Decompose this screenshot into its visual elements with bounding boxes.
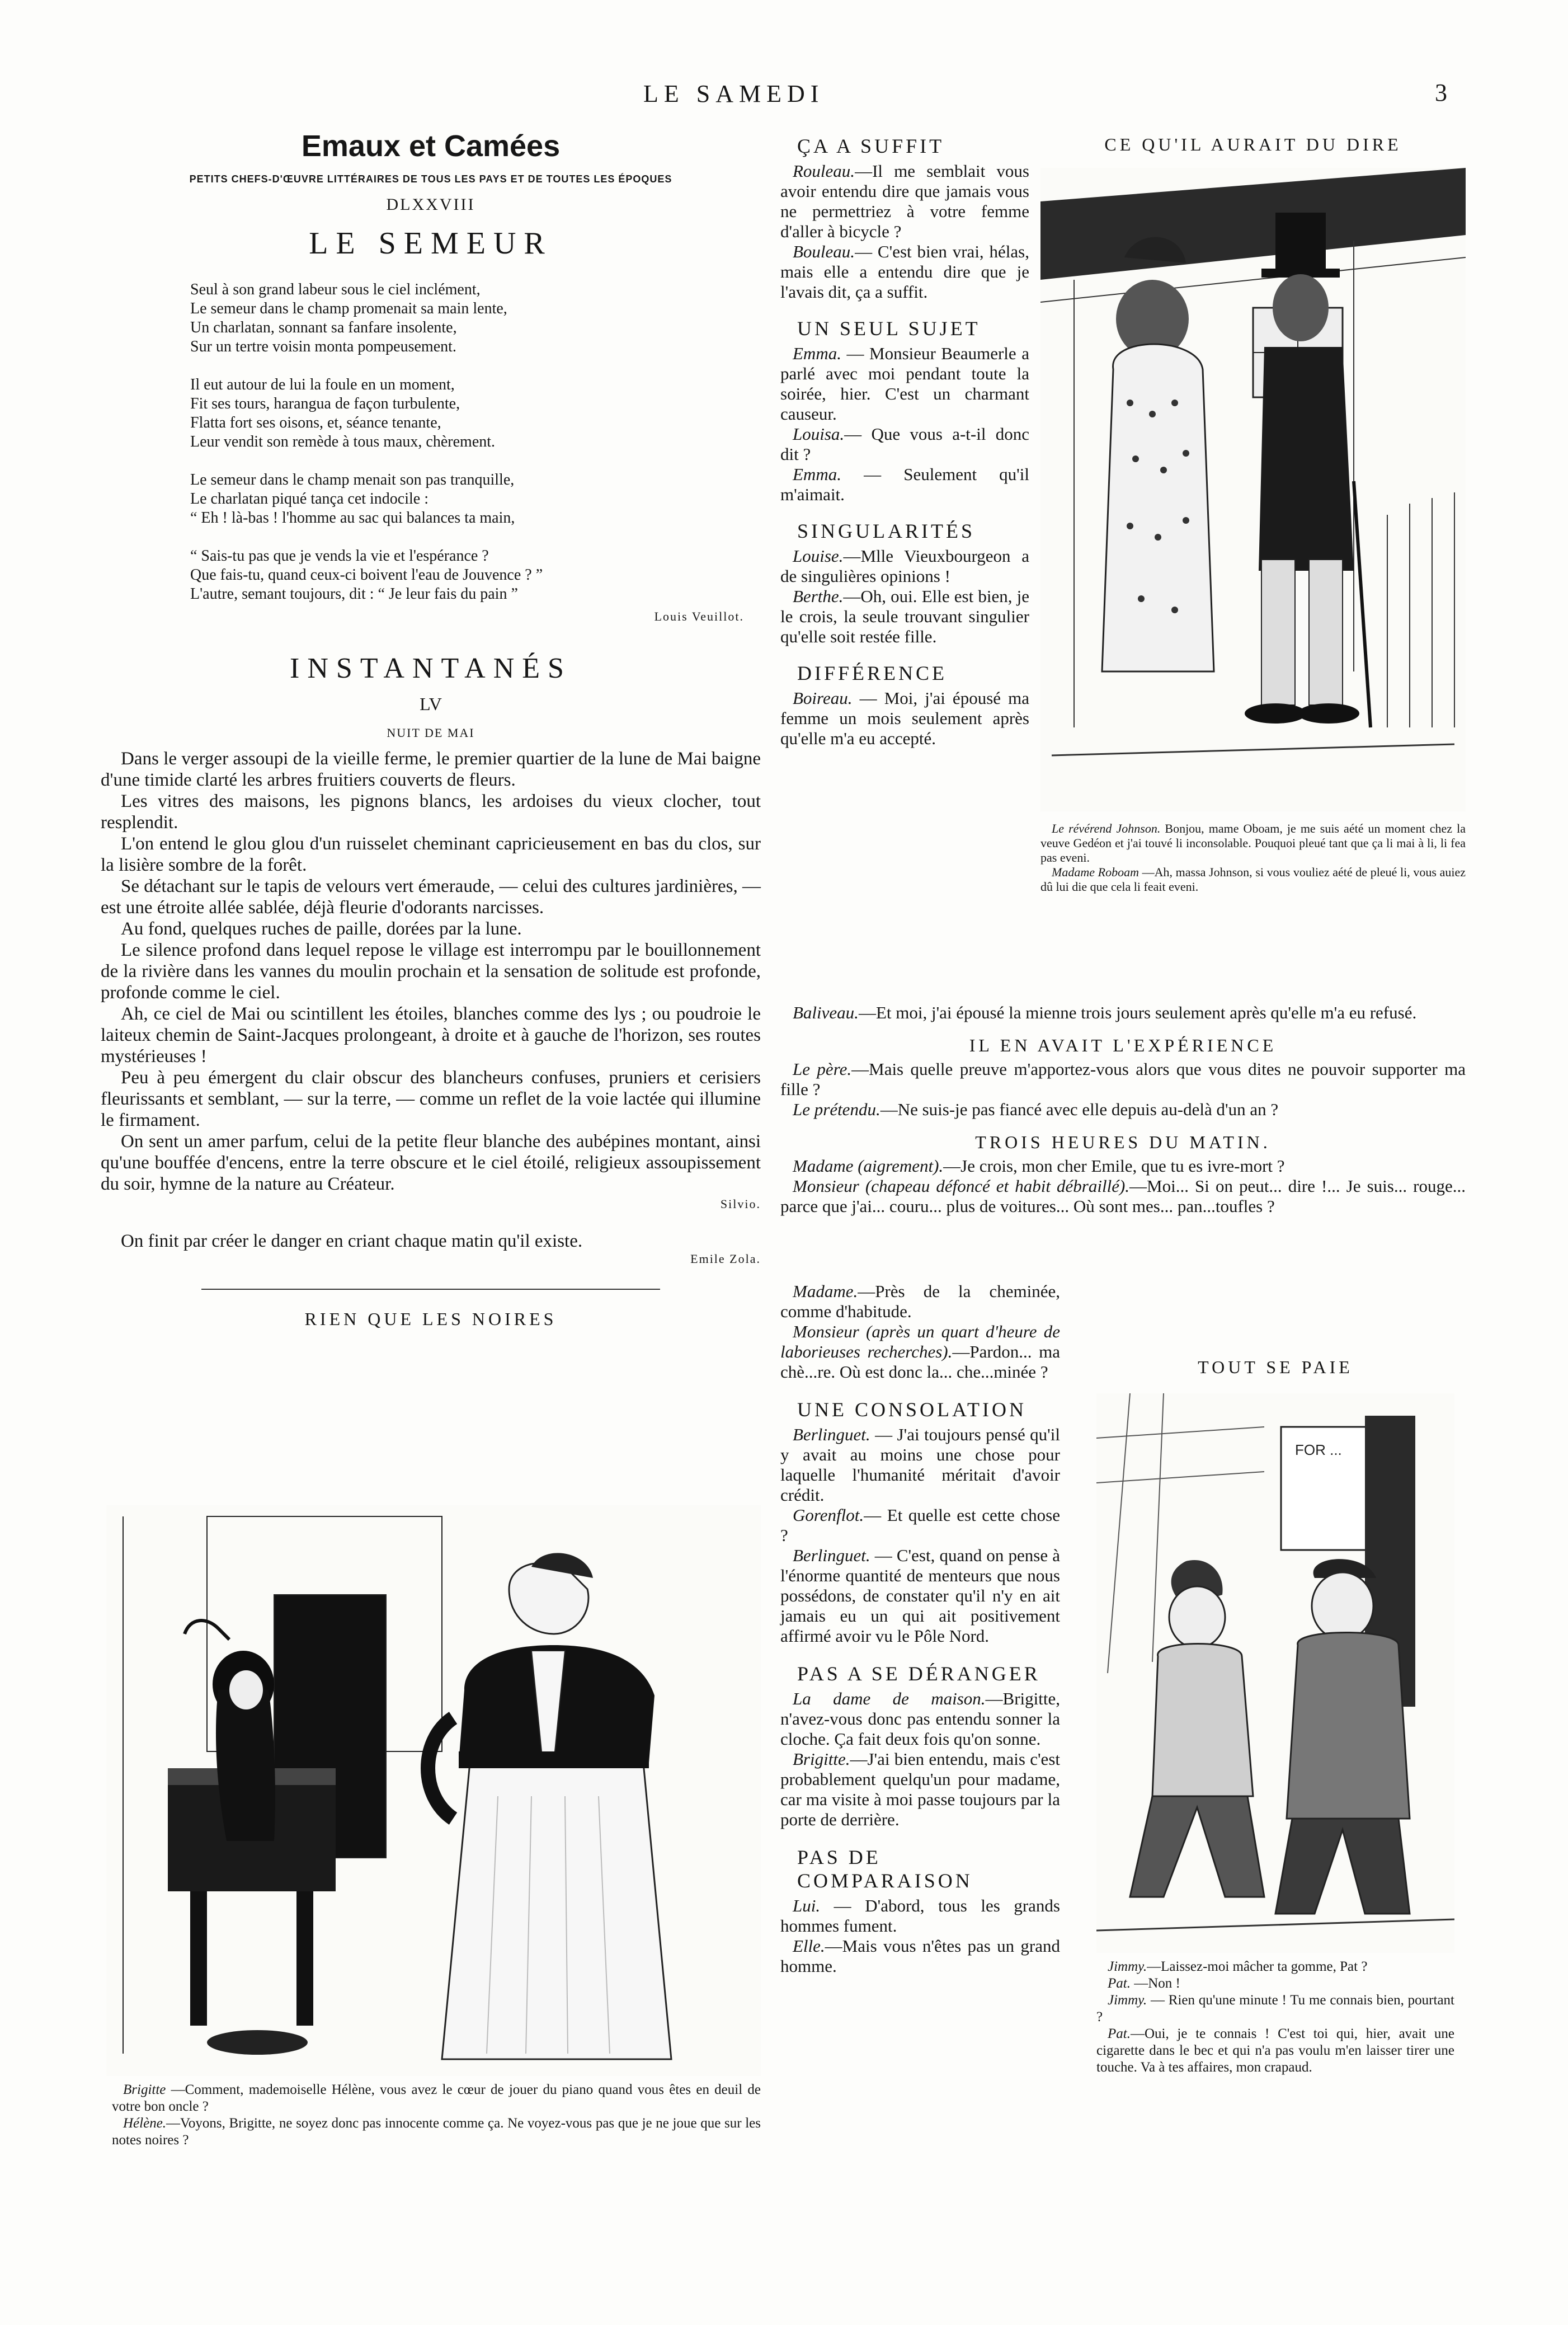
dialogue-line: [780, 1281, 1060, 1322]
speaker: Emma.: [793, 464, 841, 484]
dialogue-text: Bonjou, mame Oboam, je me suis aété un moment chez la veuve Gedéon et j'ai touvé li inconsolable. Pouquoi pleué tant que ça li mai à li, li fea pas eveni.: [1040, 821, 1466, 865]
dialogue-line: [780, 1322, 1060, 1382]
dialogue-text: —Mlle Vieuxbourgeon a de singulières opinions !: [780, 546, 1029, 586]
dialogue-line: [780, 586, 1029, 647]
dialogue-line: [780, 1100, 1466, 1120]
dialogue-text: —Moi... Si on peut... dire !... Je suis... rouge... parce que j'ai... couru... plus de voitures... Où sont mes... pan...toufles ?: [780, 1176, 1466, 1216]
paragraph: L'on entend le glou glou d'un ruisselet cheminant capricieusement en bas du clos, sur la lisière sombre de la forêt.: [101, 834, 761, 875]
dialogue-text: —Voyons, Brigitte, ne soyez donc pas innocente comme ça. Ne voyez-vous pas que je ne joue que sur les notes noires ?: [112, 2116, 761, 2148]
trois-heures-body: [780, 1281, 1060, 1382]
speaker: Monsieur (chapeau défoncé et habit débraillé).: [793, 1176, 1130, 1196]
poem-line: Il eut autour de lui la foule en un moment,: [190, 376, 455, 393]
quote-text: On finit par créer le danger en criant chaque matin qu'il existe.: [121, 1231, 583, 1251]
dialogue-text: —Laissez-moi mâcher ta gomme, Pat ?: [1147, 1959, 1368, 1974]
instantanes-title: INSTANTANÉS: [290, 652, 572, 684]
poem-line: Seul à son grand labeur sous le ciel inclément,: [190, 281, 481, 298]
tout-paie-header: [1096, 1357, 1454, 1378]
dialogue-line: [780, 464, 1029, 505]
poem-stanza: [190, 547, 761, 604]
dialogue-text: —Brigitte, n'avez-vous donc pas entendu sonner la cloche. Ça fait deux fois qu'on sonne.: [780, 1689, 1060, 1749]
caption-line: [1040, 821, 1466, 865]
ca-suffit-body: [780, 161, 1029, 302]
dialogue-line: [780, 1689, 1060, 1749]
dialogue-line: [780, 1546, 1060, 1646]
paragraph: Peu à peu émergent du clair obscur des blancheurs confuses, pruniers et cerisiers fleurissants et semblant, — sur la terre, — comme un reflet de la voie lactée qui illumine le firmament.: [101, 1068, 761, 1130]
dialogue-text: — Moi, j'ai épousé ma femme un mois seulement après qu'elle m'a eu accepté.: [780, 688, 1029, 748]
dialogue-text: —Oh, oui. Elle est bien, je le crois, la seule trouvant singulier qu'elle soit restée fille.: [780, 586, 1029, 646]
dialogue-text: —Je crois, mon cher Emile, que tu es ivre-mort ?: [943, 1156, 1285, 1176]
speaker: Baliveau.: [793, 1003, 859, 1022]
paragraph: Se détachant sur le tapis de velours vert émeraude, — celui des cultures jardinières, — est une étroite allée sablée, déjà fleurie d'odorants narcisses.: [101, 876, 761, 918]
ce-quil-caption: [1040, 821, 1466, 894]
caption-line: [112, 2082, 761, 2115]
poem-line: Un charlatan, sonnant sa fanfare insolente,: [190, 319, 457, 336]
singularites-title: SINGULARITÉS: [797, 520, 975, 542]
middle-column: [780, 134, 1029, 749]
paragraph: Au fond, quelques ruches de paille, dorées par la lune.: [121, 919, 522, 939]
caption-line: [1096, 1958, 1454, 1975]
tout-paie-caption: [1096, 1958, 1454, 2076]
dialogue-line: [780, 1749, 1060, 1830]
speaker: Berlinguet.: [793, 1425, 870, 1444]
dialogue-text: — C'est, quand on pense à l'énorme quantité de menteurs que nous possédons, de constater qu'il n'y en ait jamais eu un qui ait positivement affirmé avoir vu le Pôle Nord.: [780, 1546, 1060, 1646]
dialogue-line: [780, 1896, 1060, 1936]
dialogue-text: — D'abord, tous les grands hommes fument.: [780, 1896, 1060, 1936]
speaker: Bouleau.: [793, 242, 855, 261]
speaker: Hélène.: [123, 2116, 167, 2131]
ca-suffit-title: ÇA A SUFFIT: [797, 135, 945, 157]
dialogue-line: [780, 1059, 1466, 1100]
speaker: Berlinguet.: [793, 1546, 870, 1565]
poem-line: Le semeur dans le champ promenait sa main lente,: [190, 300, 507, 317]
dialogue-text: —Non !: [1130, 1976, 1180, 1991]
speaker: Jimmy.: [1108, 1993, 1147, 2008]
speaker: Le révérend Johnson.: [1052, 821, 1161, 835]
left-column: [101, 129, 761, 1330]
paragraph: Ah, ce ciel de Mai ou scintillent les étoiles, blanches comme des lys ; ou poudroie le laiteux chemin de Saint-Jacques prolongeant, à droite et à gauche de l'horizon, ses routes mystérieuses !: [101, 1004, 761, 1067]
dialogue-text: —Et moi, j'ai épousé la mienne trois jours seulement après qu'elle m'a eu refusé.: [858, 1003, 1417, 1022]
dialogue-line: [780, 1505, 1060, 1546]
page-header-title: LE SAMEDI: [643, 80, 825, 107]
dialogue-text: — Et quelle est cette chose ?: [780, 1505, 1060, 1545]
dialogue-line: [780, 688, 1029, 749]
dialogue-text: —Mais quelle preuve m'apportez-vous alors que vous dites ne pouvoir supporter ma fille ?: [780, 1059, 1466, 1099]
tout-paie-title: TOUT SE PAIE: [1198, 1357, 1353, 1377]
instantanes-number: LV: [420, 694, 442, 714]
emaux-title: Emaux et Camées: [301, 129, 561, 163]
dialogue-text: —J'ai bien entendu, mais c'est probablement quelqu'un pour madame, car ma visite à moi passe toujours par la porte de derrière.: [780, 1749, 1060, 1829]
poem-line: Le semeur dans le champ menait son pas tranquille,: [190, 471, 515, 489]
instantanes-author: Silvio.: [720, 1197, 761, 1211]
trois-heures-title: TROIS HEURES DU MATIN.: [975, 1132, 1271, 1152]
dialogue-text: — Rien qu'une minute ! Tu me connais bien, pourtant ?: [1096, 1993, 1454, 2025]
caption-line: [1040, 865, 1466, 894]
rien-que-caption: [112, 2082, 761, 2149]
dialogue-line: [780, 1176, 1466, 1216]
difference-continued: [780, 1003, 1466, 1023]
dialogue-text: — Que vous a-t-il donc dit ?: [780, 424, 1029, 464]
comparaison-title: PAS DE COMPARAISON: [797, 1846, 973, 1892]
speaker: Madame.: [793, 1281, 858, 1301]
doorway-illustration: [1040, 168, 1466, 811]
seul-sujet-body: [780, 344, 1029, 505]
dialogue-line: [780, 1156, 1466, 1176]
piano-illustration: [106, 1505, 761, 2076]
comparaison-body: [780, 1896, 1060, 1976]
dialogue-line: [780, 546, 1029, 586]
wide-block: [780, 1003, 1466, 1216]
caption-line: [112, 2115, 761, 2149]
paragraph: Dans le verger assoupi de la vieille ferme, le premier quartier de la lune de Mai baigne d'une timide clarté les arbres fruitiers couverts de fleurs.: [101, 749, 761, 790]
dialogue-line: [780, 424, 1029, 464]
speaker: Pat.: [1108, 2026, 1131, 2041]
caption-line: [1096, 1975, 1454, 1992]
speaker: Louisa.: [793, 424, 845, 444]
quote: [101, 1230, 761, 1252]
dialogue-line: [780, 1425, 1060, 1505]
street-boys-illustration: [1096, 1393, 1454, 1953]
dialogue-text: —Pardon... ma chè...re. Où est donc la... che...minée ?: [780, 1342, 1060, 1382]
sign-text: FOR ...: [1295, 1441, 1342, 1458]
singularites-body: [780, 546, 1029, 647]
divider: [201, 1289, 660, 1290]
rien-que-title: RIEN QUE LES NOIRES: [304, 1309, 557, 1329]
dialogue-text: — Seulement qu'il m'aimait.: [780, 464, 1029, 504]
dialogue-line: [780, 242, 1029, 302]
speaker: Lui.: [793, 1896, 821, 1915]
dialogue-line: [780, 161, 1029, 242]
speaker: Brigitte: [123, 2082, 166, 2097]
dialogue-text: —Ah, massa Johnson, si vous vouliez aété de pleué li, vous auiez dû lui die que cela li feait eveni.: [1040, 865, 1466, 894]
dialogue-text: —Près de la cheminée, comme d'habitude.: [780, 1281, 1060, 1321]
dialogue-text: — J'ai toujours pensé qu'il y avait au moins une chose pour laquelle l'humanité méritait d'avoir crédit.: [780, 1425, 1060, 1505]
poem-line: Fit ses tours, harangua de façon turbulente,: [190, 395, 460, 412]
speaker: La dame de maison.: [793, 1689, 986, 1708]
poem-stanza: [190, 280, 761, 356]
instantanes-body: [101, 748, 761, 1195]
speaker: Elle.: [793, 1936, 825, 1956]
speaker: Brigitte.: [793, 1749, 850, 1769]
seul-sujet-title: UN SEUL SUJET: [797, 317, 981, 340]
paragraph: Le silence profond dans lequel repose le village est interrompu par le bouillonnement de la rivière dans les vannes du moulin prochain et la sensation de solitude est profonde, profonde comme le ciel.: [101, 940, 761, 1003]
poem-line: Que fais-tu, quand ceux-ci boivent l'eau de Jouvence ? ”: [190, 566, 543, 584]
right-column-top: [1040, 134, 1466, 155]
caption-line: [1096, 1992, 1454, 2026]
quote-author: Emile Zola.: [690, 1252, 761, 1266]
speaker: Monsieur (après un quart d'heure de laborieuses recherches).: [780, 1322, 1060, 1361]
poem-line: Sur un tertre voisin monta pompeusement.: [190, 338, 456, 355]
dialogue-text: —Il me semblait vous avoir entendu dire que jamais vous ne permettriez à votre femme d'aller à bicycle ?: [780, 161, 1029, 241]
consolation-body: [780, 1425, 1060, 1646]
dialogue-line: [780, 344, 1029, 424]
poem-line: Flatta fort ses oisons, et, séance tenante,: [190, 414, 441, 431]
poem: [190, 280, 761, 604]
speaker: Madame (aigrement).: [793, 1156, 944, 1176]
middle-column-bottom: [780, 1281, 1060, 1976]
poem-stanza: [190, 375, 761, 452]
speaker: Emma.: [793, 344, 841, 363]
speaker: Le prétendu.: [793, 1100, 880, 1119]
deranger-title: PAS A SE DÉRANGER: [797, 1662, 1040, 1685]
trois-heures-body-wide: [780, 1156, 1466, 1216]
poem-line: “ Sais-tu pas que je vends la vie et l'espérance ?: [190, 547, 489, 565]
instantanes-subtitle: NUIT DE MAI: [387, 726, 475, 740]
difference-body: [780, 688, 1029, 749]
dialogue-text: —Ne suis-je pas fiancé avec elle depuis au-delà d'un an ?: [880, 1100, 1279, 1119]
dialogue-line: [780, 1936, 1060, 1976]
poem-stanza: [190, 471, 761, 528]
experience-body: [780, 1059, 1466, 1120]
emaux-number: DLXXVIII: [386, 195, 475, 214]
speaker: Louise.: [793, 546, 844, 566]
speaker: Gorenflot.: [793, 1505, 864, 1525]
experience-title: IL EN AVAIT L'EXPÉRIENCE: [969, 1035, 1277, 1055]
consolation-title: UNE CONSOLATION: [797, 1398, 1027, 1421]
dialogue-line: [780, 1003, 1466, 1023]
poem-line: “ Eh ! là-bas ! l'homme au sac qui balances ta main,: [190, 509, 515, 527]
caption-line: [1096, 2026, 1454, 2076]
speaker: Madame Roboam: [1052, 865, 1139, 879]
speaker: Jimmy.: [1108, 1959, 1147, 1974]
difference-title: DIFFÉRENCE: [797, 662, 948, 684]
speaker: Berthe.: [793, 586, 844, 606]
speaker: Le père.: [793, 1059, 852, 1079]
ce-quil-title: CE QU'IL AURAIT DU DIRE: [1104, 134, 1402, 154]
dialogue-text: —Mais vous n'êtes pas un grand homme.: [780, 1936, 1060, 1976]
deranger-body: [780, 1689, 1060, 1830]
speaker: Boireau.: [793, 688, 853, 708]
dialogue-text: — Monsieur Beaumerle a parlé avec moi pendant toute la soirée, hier. C'est un charmant causeur.: [780, 344, 1029, 424]
poem-title: LE SEMEUR: [309, 226, 553, 261]
page-number: 3: [1435, 79, 1447, 106]
poem-line: Leur vendit son remède à tous maux, chèrement.: [190, 433, 496, 450]
speaker: Rouleau.: [793, 161, 855, 181]
poem-line: Le charlatan piqué tança cet indocile :: [190, 490, 429, 508]
dialogue-text: —Comment, mademoiselle Hélène, vous avez le cœur de jouer du piano quand vous êtes en deuil de votre bon oncle ?: [112, 2082, 761, 2114]
dialogue-text: —Oui, je te connais ! C'est toi qui, hier, avait une cigarette dans le bec et qui n'a pas voulu m'en laisser tirer une touche. Va à tes affaires, mon crapaud.: [1096, 2026, 1454, 2075]
emaux-subtitle: PETITS CHEFS-D'ŒUVRE LITTÉRAIRES DE TOUS LES PAYS ET DE TOUTES LES ÉPOQUES: [189, 173, 672, 185]
paragraph: Les vitres des maisons, les pignons blancs, les ardoises du vieux clocher, tout resplendit.: [101, 791, 761, 833]
poem-author: Louis Veuillot.: [654, 609, 744, 623]
speaker: Pat.: [1108, 1976, 1131, 1991]
paragraph: On sent un amer parfum, celui de la petite fleur blanche des aubépines montant, ainsi qu'une bouffée d'encens, entre la terre obscure et le ciel étoilé, religieux assoupissement du soir, hymne de la nature au Créateur.: [101, 1131, 761, 1194]
dialogue-text: — C'est bien vrai, hélas, mais elle a entendu dire que je l'avais dit, ça a suffit.: [780, 242, 1029, 302]
poem-line: L'autre, semant toujours, dit : “ Je leur fais du pain ”: [190, 585, 518, 603]
